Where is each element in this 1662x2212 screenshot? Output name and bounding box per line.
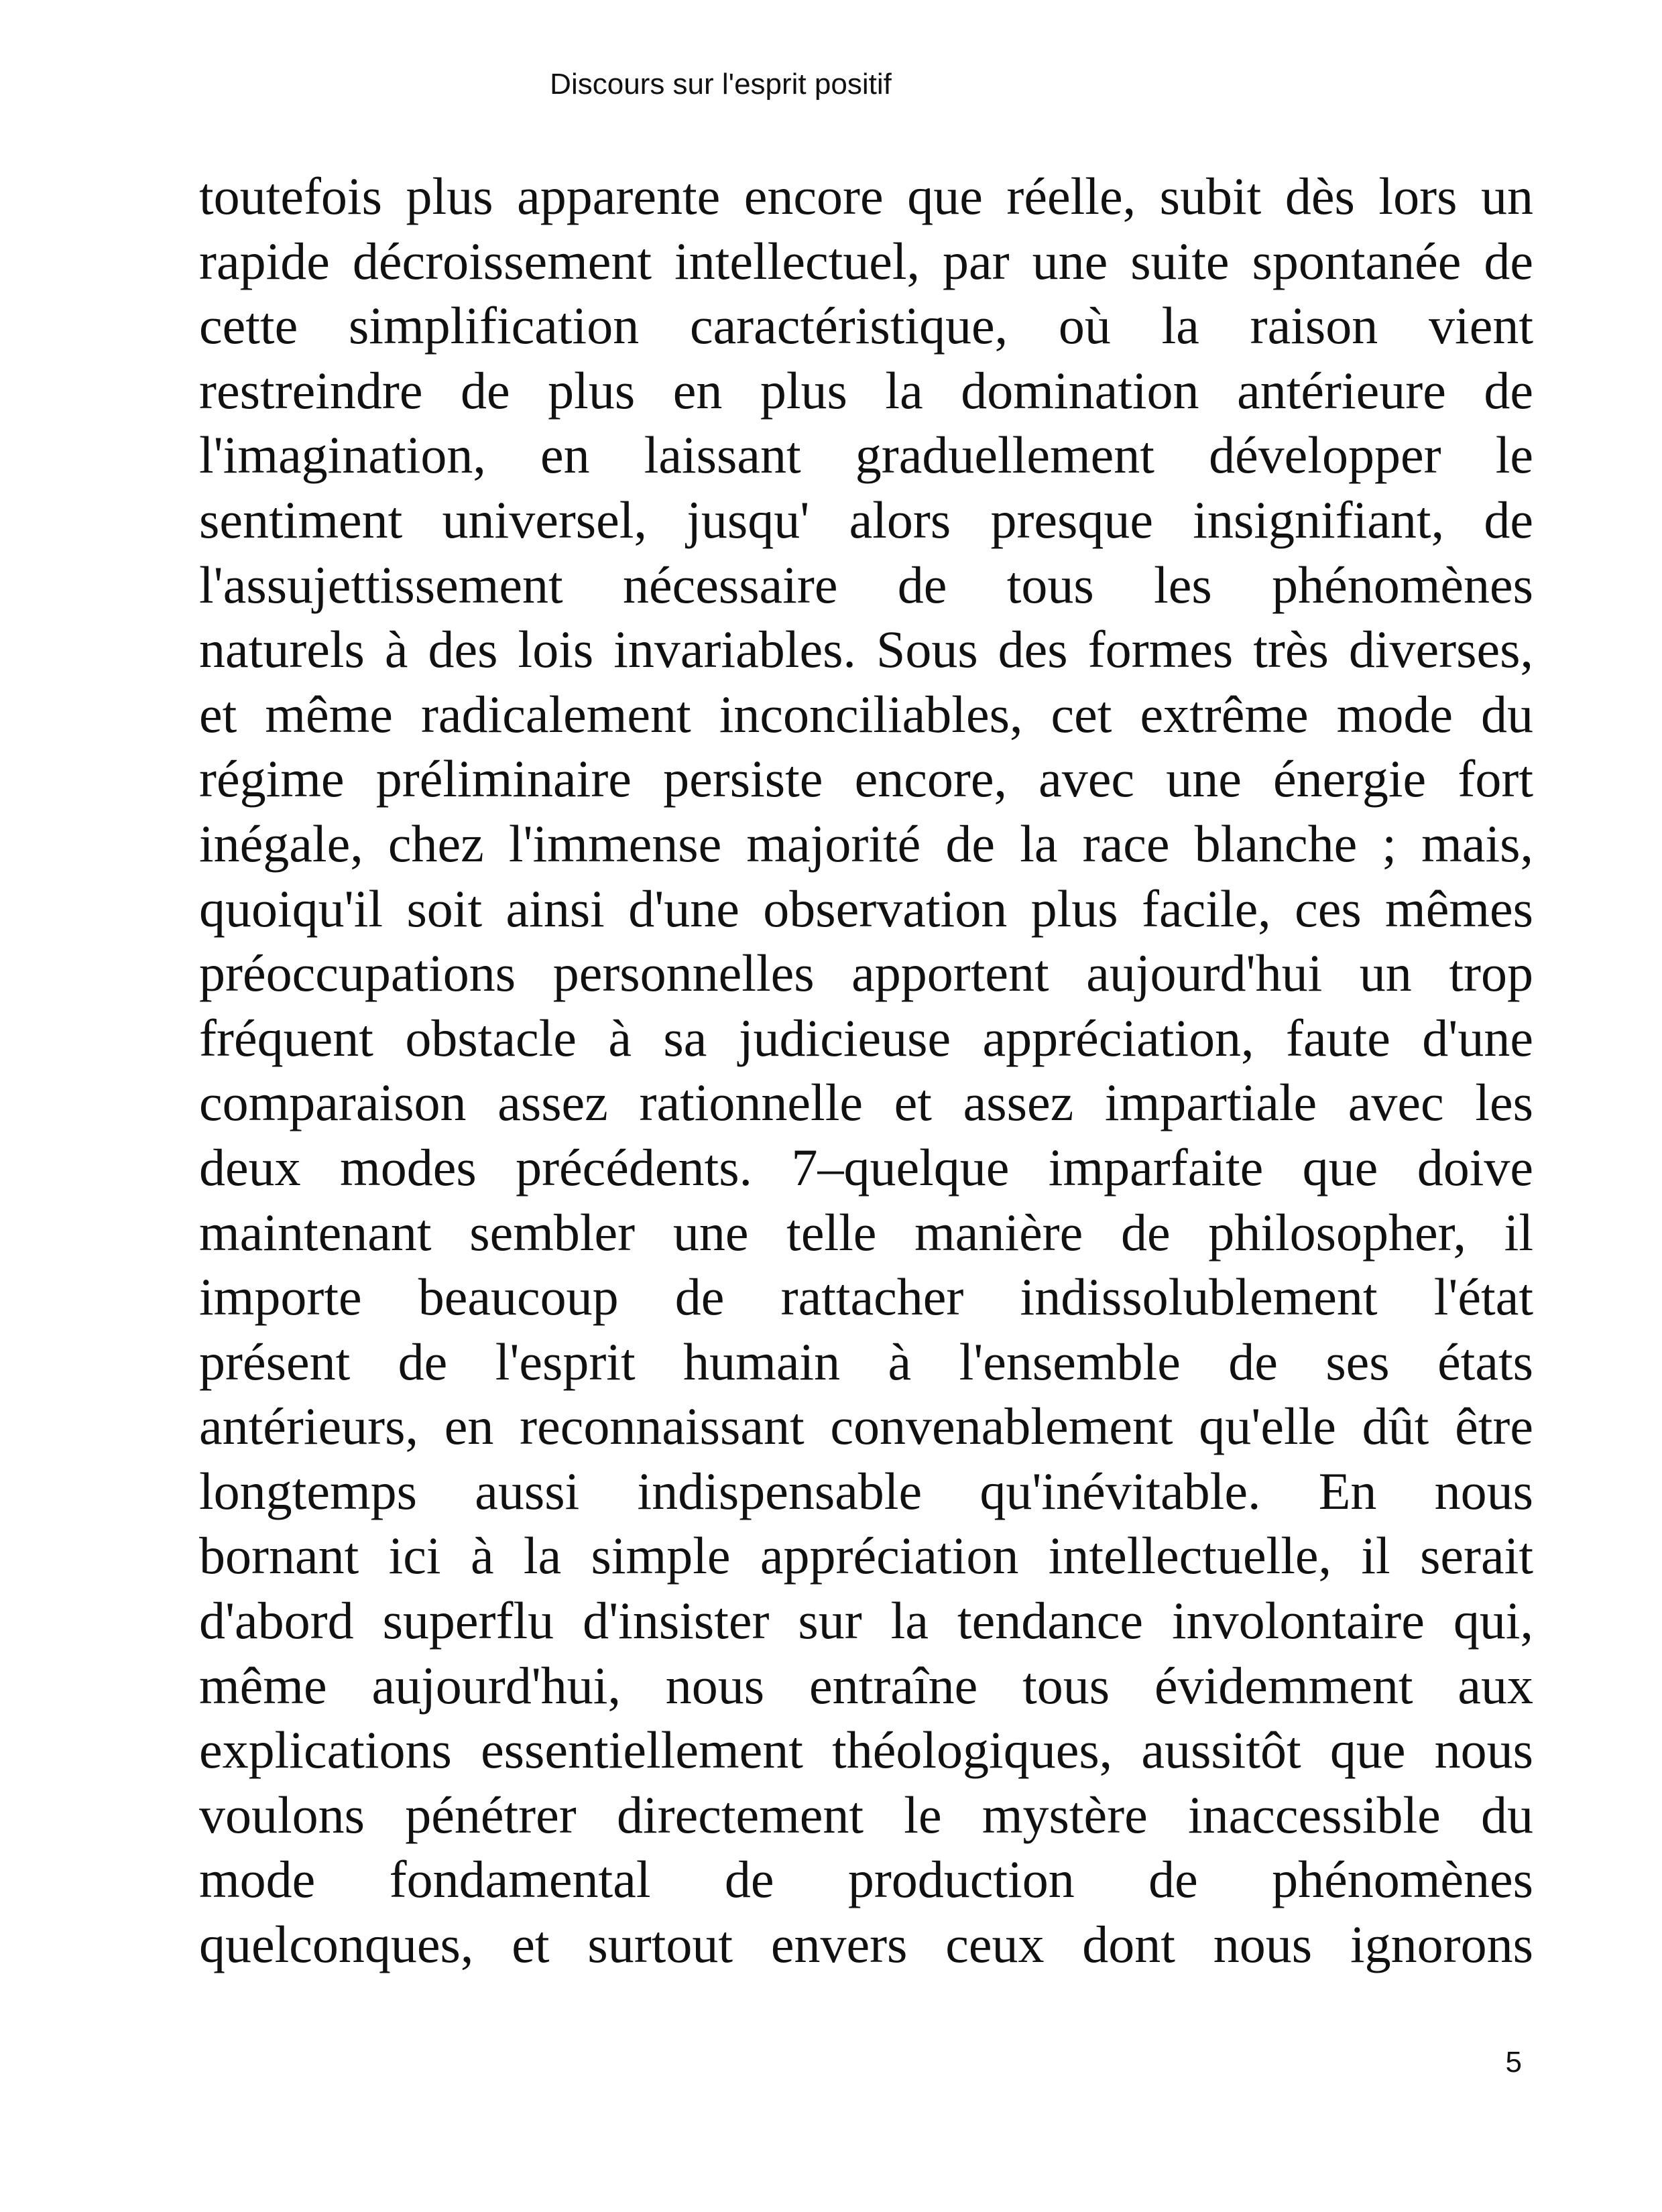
text-line: rapide décroissement intellectuel, par une suite spontanée de [199,231,1533,290]
text-line: toutefois plus apparente encore que réelle, subit dès lors un [199,167,1533,225]
text-line: et même radicalement inconciliables, cet extrême mode du [199,684,1533,743]
text-line: quoiqu'il soit ainsi d'une observation plus facile, ces mêmes [199,879,1533,938]
text-line: d'abord superflu d'insister sur la tendance involontaire qui, [199,1591,1533,1650]
text-line: l'assujettissement nécessaire de tous les phénomènes [199,555,1533,614]
page-number: 5 [1505,2046,1522,2079]
text-line: explications essentiellement théologiques, aussitôt que nous [199,1721,1533,1780]
text-line: importe beaucoup de rattacher indissolublement l'état [199,1268,1533,1327]
text-line: fréquent obstacle à sa judicieuse appréciation, faute d'une [199,1008,1533,1067]
text-line: bornant ici à la simple appréciation intellectuelle, il serait [199,1526,1533,1585]
text-line: inégale, chez l'immense majorité de la race blanche ; mais, [199,814,1533,873]
text-line: deux modes précédents. 7–quelque imparfaite que doive [199,1138,1533,1196]
text-line: l'imagination, en laissant graduellement développer le [199,426,1533,485]
running-header: Discours sur l'esprit positif [550,68,892,101]
text-line: naturels à des lois invariables. Sous des formes très diverses, [199,620,1533,679]
text-line: même aujourd'hui, nous entraîne tous évidemment aux [199,1656,1533,1715]
text-line: régime préliminaire persiste encore, avec une énergie fort [199,749,1533,808]
text-line: longtemps aussi indispensable qu'inévitable. En nous [199,1461,1533,1520]
body-text [199,164,1533,1977]
text-line: préoccupations personnelles apportent aujourd'hui un trop [199,944,1533,1003]
text-line: voulons pénétrer directement le mystère inaccessible du [199,1785,1533,1844]
text-line: antérieurs, en reconnaissant convenablement qu'elle dût être [199,1397,1533,1456]
text-line: mode fondamental de production de phénomènes [199,1850,1533,1909]
text-line: cette simplification caractéristique, où la raison vient [199,296,1533,355]
text-line: restreindre de plus en plus la domination antérieure de [199,361,1533,420]
text-line: quelconques, et surtout envers ceux dont nous ignorons [199,1915,1533,1974]
text-line: présent de l'esprit humain à l'ensemble de ses états [199,1332,1533,1391]
text-line: sentiment universel, jusqu' alors presque insignifiant, de [199,490,1533,549]
text-line: comparaison assez rationnelle et assez impartiale avec les [199,1073,1533,1132]
text-line: maintenant sembler une telle manière de philosopher, il [199,1203,1533,1262]
